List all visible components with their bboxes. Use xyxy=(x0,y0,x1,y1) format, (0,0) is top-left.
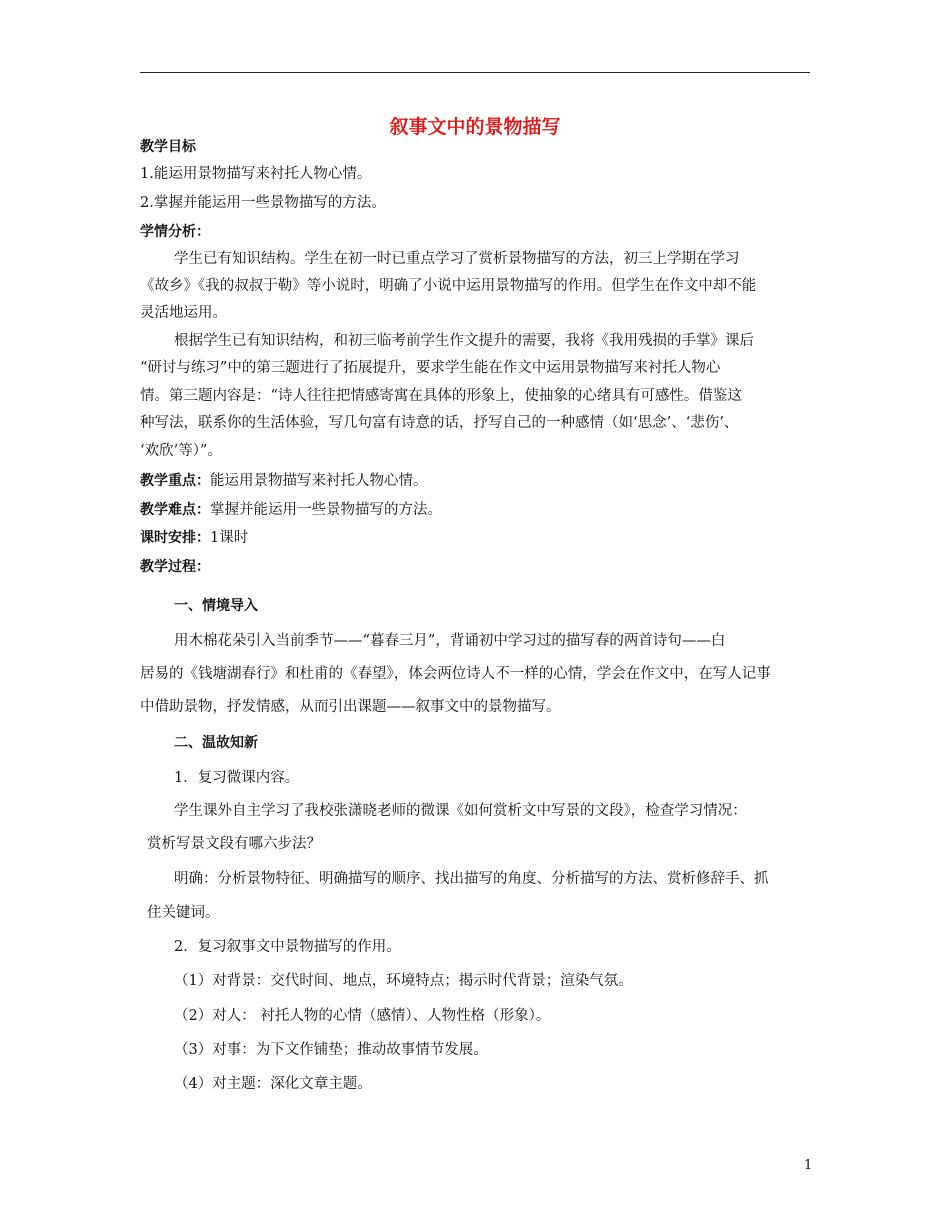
key-point-label: 教学重点： xyxy=(140,473,210,489)
key-point xyxy=(140,471,428,491)
difficulty xyxy=(140,500,442,520)
analysis-paragraph-line: 种写法，联系你的生活体验，写几句富有诗意的话，抒写自己的一种感情（如‘思念’、‘悲伤’、 xyxy=(140,415,739,431)
analysis-paragraph-line: ‘欢欣’等）”。 xyxy=(140,443,222,459)
difficulty-text: 掌握并能运用一些景物描写的方法。 xyxy=(210,502,442,518)
section-heading: 一、情境导入 xyxy=(174,598,258,614)
section-paragraph-line: 中借助景物，抒发情感，从而引出课题——叙事文中的景物描写。 xyxy=(140,699,561,715)
role-item: （4）对主题：深化文章主题。 xyxy=(174,1076,372,1092)
role-item: （2）对人： 衬托人物的心情（感情）、人物性格（形象）。 xyxy=(174,1008,551,1024)
difficulty-label: 教学难点： xyxy=(140,502,210,518)
analysis-paragraph-line: 灵活地运用。 xyxy=(140,305,227,321)
analysis-paragraph-line: 情。第三题内容是：“诗人往往把情感寄寓在具体的形象上，使抽象的心绪具有可感性。借鉴这 xyxy=(140,388,742,404)
section-paragraph-line: 用木棉花朵引入当前季节——“暮春三月”，背诵初中学习过的描写春的两首诗句——白 xyxy=(174,633,726,649)
section-paragraph-line: 居易的《钱塘湖春行》和杜甫的《春望》，体会两位诗人不一样的心情，学会在作文中，在写人记事 xyxy=(140,666,771,682)
analysis-paragraph-line: 根据学生已有知识结构，和初三临考前学生作文提升的需要，我将《我用残损的手掌》课后 xyxy=(174,333,754,349)
analysis-paragraph-line: 《故乡》《我的叔叔于勒》等小说时，明确了小说中运用景物描写的作用。但学生在作文中却不能 xyxy=(140,278,757,294)
review-item: 1．复习微课内容。 xyxy=(174,770,300,786)
schedule-label: 课时安排： xyxy=(140,530,210,546)
role-item: （1）对背景：交代时间、地点，环境特点；揭示时代背景；渲染气氛。 xyxy=(174,973,633,989)
analysis-heading: 学情分析： xyxy=(140,224,210,240)
schedule-text: 1课时 xyxy=(210,530,249,546)
objectives-heading: 教学目标 xyxy=(140,139,196,155)
schedule xyxy=(140,528,248,548)
section-paragraph-line: 赏析写景文段有哪六步法？ xyxy=(147,836,321,852)
analysis-paragraph-line: 学生已有知识结构。学生在初一时已重点学习了赏析景物描写的方法，初三上学期在学习 xyxy=(174,251,740,267)
answer-line: 住关键词。 xyxy=(147,905,220,921)
page-number: 1 xyxy=(804,1158,813,1173)
role-item: （3）对事：为下文作铺垫；推动故事情节发展。 xyxy=(174,1042,488,1058)
process-heading: 教学过程： xyxy=(140,559,210,575)
key-point-text: 能运用景物描写来衬托人物心情。 xyxy=(210,473,428,489)
section-heading: 二、温故知新 xyxy=(174,735,258,751)
answer-line: 明确：分析景物特征、明确描写的顺序、找出描写的角度、分析描写的方法、赏析修辞手、抓 xyxy=(174,871,769,887)
objective-item: 1.能运用景物描写来衬托人物心情。 xyxy=(140,166,372,182)
review-item: 2．复习叙事文中景物描写的作用。 xyxy=(174,939,401,955)
objective-item: 2.掌握并能运用一些景物描写的方法。 xyxy=(140,195,386,211)
section-paragraph-line: 学生课外自主学习了我校张潇晓老师的微课《如何赏析文中写景的文段》，检查学习情况： xyxy=(174,803,747,819)
header-rule xyxy=(140,72,810,73)
document-title: 叙事文中的景物描写 xyxy=(389,116,561,138)
analysis-paragraph-line: “研讨与练习”中的第三题进行了拓展提升，要求学生能在作文中运用景物描写来衬托人物心 xyxy=(140,360,721,376)
